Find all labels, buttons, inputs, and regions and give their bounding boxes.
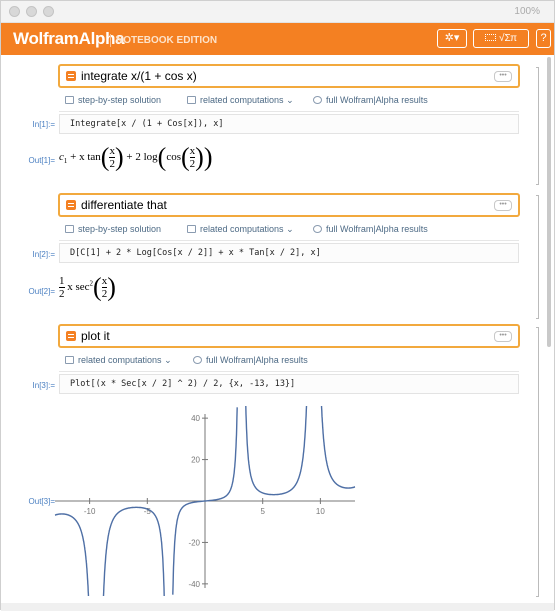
wolfram-code-input[interactable]: D[C[1] + 2 * Log[Cos[x / 2]] + x * Tan[x / 2], x] — [59, 243, 519, 263]
step-by-step-button[interactable] — [65, 224, 161, 234]
more-options-button[interactable]: ••• — [494, 200, 512, 211]
x-tick-label: 10 — [315, 507, 325, 516]
keyboard-icon — [485, 34, 496, 41]
step-by-step-button[interactable] — [65, 95, 161, 105]
const-c: c — [59, 151, 64, 164]
wolfram-icon — [193, 356, 202, 364]
term-cos: cos — [166, 151, 181, 164]
zoom-level: 100% — [514, 6, 540, 17]
query-text: plot it — [81, 329, 110, 343]
actions-bar — [59, 353, 519, 370]
cell-menu-icon[interactable] — [66, 331, 76, 341]
query-input[interactable] — [58, 64, 520, 88]
frac-num: 1 — [59, 275, 65, 287]
x-tick-label: 5 — [260, 507, 265, 516]
right-gutter — [534, 55, 554, 603]
settings-gear-button[interactable]: ✲▾ — [437, 29, 467, 48]
input-label: In[2]:= — [32, 250, 55, 259]
title-bar — [1, 1, 554, 23]
x-tick-label: -10 — [83, 507, 96, 516]
step-by-step-label: step-by-step solution — [78, 95, 162, 105]
term-tan: + x tan — [70, 151, 101, 164]
edition-label: NOTEBOOK EDITION — [110, 34, 217, 47]
cell-bracket[interactable] — [536, 327, 539, 597]
subscript: 1 — [63, 157, 68, 166]
query-text: integrate x/(1 + cos x) — [81, 69, 197, 83]
input-label: In[3]:= — [32, 381, 55, 390]
y-tick-label: 40 — [191, 414, 200, 424]
query-input[interactable] — [58, 324, 520, 348]
term-sec: x sec — [67, 281, 90, 294]
series-line — [246, 406, 307, 495]
share-icon — [65, 356, 74, 364]
actions-bar — [59, 222, 519, 239]
full-results-button[interactable] — [193, 355, 308, 365]
actions-bar — [59, 93, 519, 110]
related-label: related computations — [200, 224, 284, 234]
chevron-down-icon: ⌄ — [161, 355, 172, 365]
query-text: differentiate that — [81, 198, 167, 212]
wolfram-code-input[interactable]: Integrate[x / (1 + Cos[x]), x] — [59, 114, 519, 134]
full-results-button[interactable] — [313, 224, 428, 234]
y-tick-label: -40 — [188, 579, 200, 589]
chevron-down-icon: ⌄ — [283, 224, 294, 234]
cell-bracket[interactable] — [536, 195, 539, 319]
document-icon — [65, 96, 74, 104]
y-tick-label: -20 — [188, 538, 200, 548]
close-window-button[interactable] — [9, 6, 20, 17]
more-options-button[interactable]: ••• — [494, 331, 512, 342]
more-options-button[interactable]: ••• — [494, 71, 512, 82]
full-results-label: full Wolfram|Alpha results — [326, 224, 428, 234]
x-tick-label: -5 — [143, 507, 151, 516]
step-by-step-label: step-by-step solution — [78, 224, 162, 234]
zoom-window-button[interactable] — [43, 6, 54, 17]
result-1: $c_1 + x$ tan( $\frac{x}{2}$ ) + 2 log(cos( $\frac{x}{2}$ )) — [59, 142, 213, 172]
frac-den: 2 — [109, 158, 115, 170]
share-icon — [187, 225, 196, 233]
frac-den: 2 — [59, 288, 65, 300]
minimize-window-button[interactable] — [26, 6, 37, 17]
term-log: + 2 log — [126, 151, 158, 164]
wolfram-code-input[interactable]: Plot[(x * Sec[x / 2] ^ 2) / 2, {x, -13, 13}] — [59, 374, 519, 394]
output-label: Out[1]= — [28, 156, 55, 165]
frac-num: x — [109, 145, 115, 157]
frac-den: 2 — [101, 288, 108, 300]
divider — [59, 371, 519, 372]
frac-num: x — [189, 145, 196, 157]
wolfram-icon — [313, 225, 322, 233]
chevron-down-icon: ⌄ — [283, 95, 294, 105]
math-input-label: √Σπ — [498, 33, 518, 44]
plot-chart — [45, 406, 365, 596]
related-label: related computations — [78, 355, 162, 365]
related-computations-button[interactable] — [187, 224, 294, 235]
cell-menu-icon[interactable] — [66, 71, 76, 81]
brand-logo: WolframAlpha — [13, 29, 125, 48]
related-computations-button[interactable] — [65, 355, 172, 366]
related-label: related computations — [200, 95, 284, 105]
divider — [59, 111, 519, 112]
output-label: Out[3]= — [28, 497, 55, 506]
help-button[interactable]: ? — [536, 29, 551, 48]
result-2: $\frac{1}{2}$ x $\sec^2$( $\frac{x}{2}$ ) — [59, 272, 116, 302]
y-tick-label: 20 — [191, 455, 200, 465]
document-icon — [65, 225, 74, 233]
share-icon — [187, 96, 196, 104]
app-header — [1, 23, 554, 55]
notebook-content — [1, 55, 534, 603]
full-results-button[interactable] — [313, 95, 428, 105]
math-input-button[interactable] — [473, 29, 529, 48]
series-line — [322, 406, 356, 488]
cell-bracket[interactable] — [536, 67, 539, 185]
wolfram-icon — [313, 96, 322, 104]
output-label: Out[2]= — [28, 287, 55, 296]
frac-den: 2 — [189, 158, 196, 170]
superscript: 2 — [89, 279, 94, 288]
vertical-scrollbar[interactable] — [547, 57, 551, 347]
full-results-label: full Wolfram|Alpha results — [206, 355, 308, 365]
divider — [59, 240, 519, 241]
series-line — [103, 507, 164, 596]
query-input[interactable] — [58, 193, 520, 217]
series-line — [55, 514, 89, 596]
related-computations-button[interactable] — [187, 95, 294, 106]
cell-menu-icon[interactable] — [66, 200, 76, 210]
full-results-label: full Wolfram|Alpha results — [326, 95, 428, 105]
frac-num: x — [101, 275, 108, 287]
input-label: In[1]:= — [32, 120, 55, 129]
